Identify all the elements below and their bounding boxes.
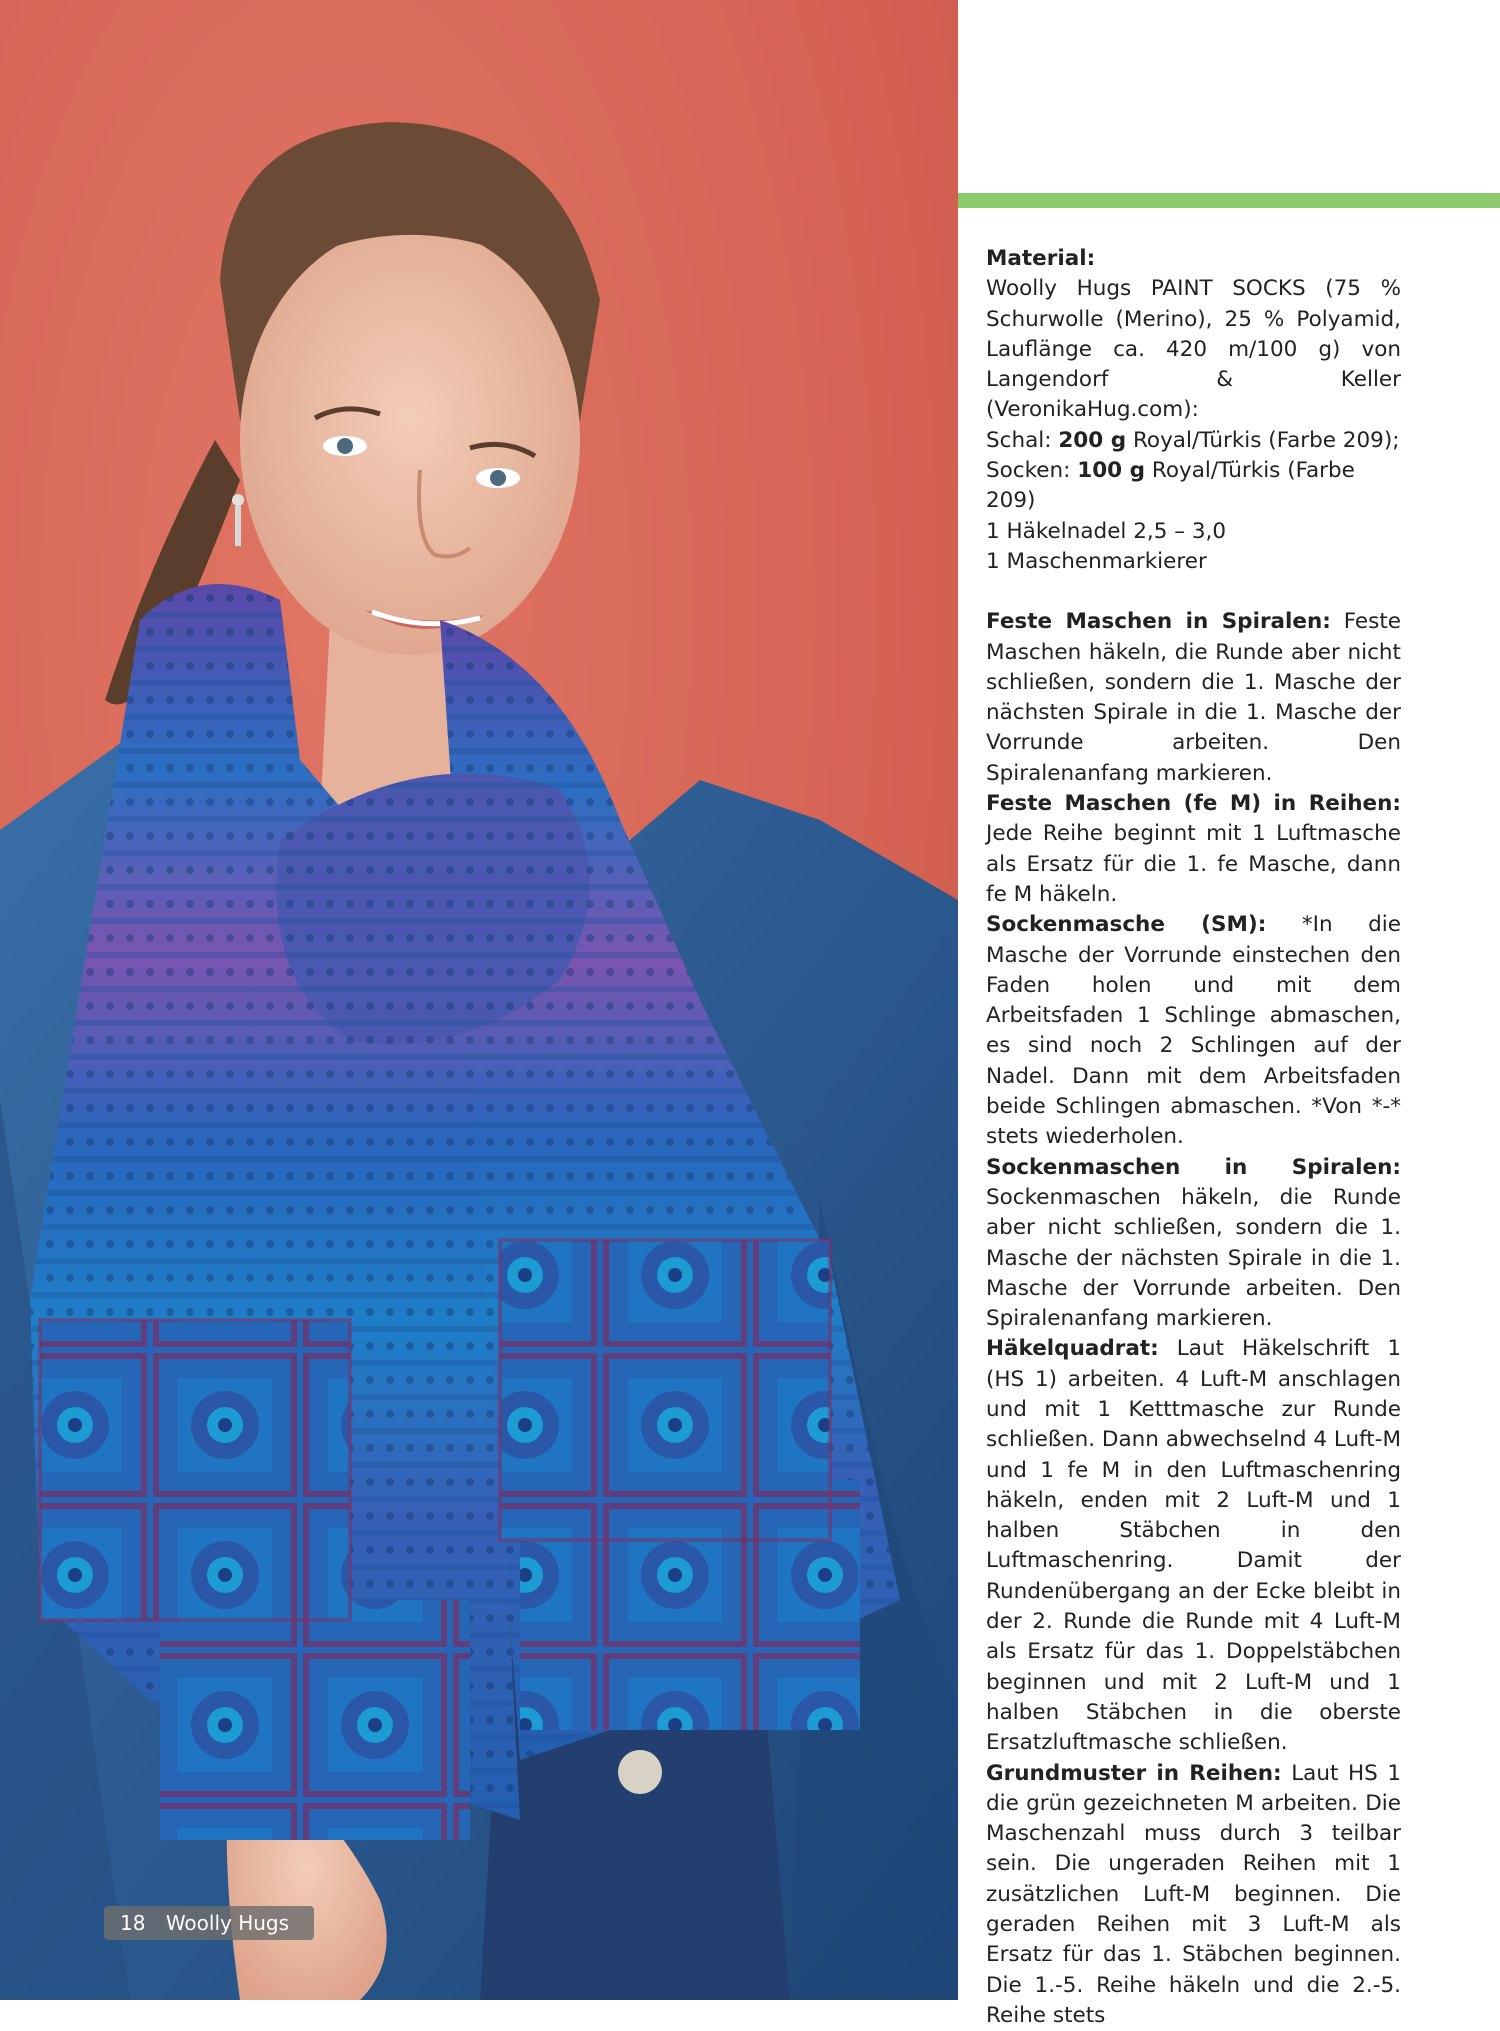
section-title: Häkelquadrat: [986, 1336, 1159, 1362]
material-heading: Material: [986, 246, 1096, 271]
section-grundmuster [986, 1759, 1401, 2031]
section-title: Feste Maschen (fe M) in Reihen: [986, 791, 1401, 817]
material-scarf [986, 426, 1401, 456]
section-text: Laut Häkelschrift 1 (HS 1) arbeiten. 4 Luft-M anschlagen und mit 1 Ketttmasche zur Runde schließen. Dann abwechselnd 4 Luft-M und 1 fe M in den Luftmaschenring häkeln, enden mit 2 Luft-M und 1 halben Stäbchen in den Luftmaschenring. Damit der Rundenübergang an der Ecke bleibt in der 2. Runde die Runde mit 4 Luft-M als Ersatz für das 1. Doppelstäbchen beginnen und mit 2 Luft-M und 1 halben Stäbchen in die oberste Ersatzluftmasche schließen. [986, 1336, 1401, 1756]
instructions-column [986, 244, 1401, 2031]
socks-label: Socken: [986, 458, 1071, 484]
section-text: Laut HS 1 die grün gezeichneten M arbeiten. Die Maschenzahl muss durch 3 teilbar sein. Die ungeraden Reihen mit 1 zusätzlichen Luft-M beginnen. Die geraden Reihen mit 3 Luft-M als Ersatz für das 1. Stäbchen beginnen. Die 1.-5. Reihe häkeln und die 2.-5. Reihe stets [986, 1760, 1402, 2028]
green-accent-rule [958, 193, 1500, 208]
section-gap [986, 577, 1401, 607]
section-text: Feste Maschen häkeln, die Runde aber nicht schließen, sondern die 1. Masche der nächsten Spirale in die 1. Masche der Vorrunde arbeiten. Den Spiralenanfang markieren. [986, 609, 1401, 786]
section-title: Sockenmaschen in Spiralen: [986, 1154, 1401, 1180]
socks-color: Royal/Türkis (Farbe 209) [986, 458, 1355, 514]
page-number: 18 [120, 1911, 146, 1935]
scarf-label: Schal: [986, 427, 1052, 453]
section-sockenmasche [986, 910, 1401, 1152]
material-hook: 1 Häkelnadel 2,5 – 3,0 [986, 518, 1227, 544]
scarf-color: Royal/Türkis (Farbe 209); [1132, 427, 1400, 453]
section-fm-spiralen [986, 607, 1401, 789]
scarf-amount: 200 g [1058, 427, 1127, 453]
section-text: *In die Masche der Vorrunde einstechen den Faden holen und mit dem Arbeitsfaden 1 Schlinge abmaschen, es sind noch 2 Schlingen auf der Nadel. Dann mit dem Arbeitsfaden beide Schlingen abmaschen. *Von *-* stets wiederholen. [986, 912, 1401, 1150]
material-yarn: Woolly Hugs PAINT SOCKS (75 % Schurwolle (Merino), 25 % Polyamid, Lauflänge ca. 420 m/100 g) von Langendorf & Keller (VeronikaHug.com): [986, 276, 1401, 423]
section-haekelquadrat [986, 1334, 1401, 1758]
socks-amount: 100 g [1077, 458, 1146, 484]
material-socks [986, 456, 1401, 517]
section-text: Sockenmaschen häkeln, die Runde aber nicht schließen, sondern die 1. Masche der nächsten Spirale in die 1. Masche der Vorrunde arbeiten. Den Spiralenanfang markieren. [986, 1184, 1401, 1332]
page-footer [104, 1906, 314, 1940]
section-text: Jede Reihe beginnt mit 1 Luftmasche als Ersatz für die 1. fe Masche, dann fe M häkeln. [986, 821, 1401, 907]
section-title: Sockenmasche (SM): [986, 912, 1267, 938]
section-fm-reihen [986, 789, 1401, 910]
section-title: Feste Maschen in Spiralen: [986, 609, 1331, 635]
footer-brand: Woolly Hugs [165, 1911, 290, 1935]
section-sockenmaschen-spiralen [986, 1153, 1401, 1335]
material-marker: 1 Maschenmarkierer [986, 548, 1207, 574]
section-title: Grundmuster in Reihen: [986, 1760, 1282, 1786]
